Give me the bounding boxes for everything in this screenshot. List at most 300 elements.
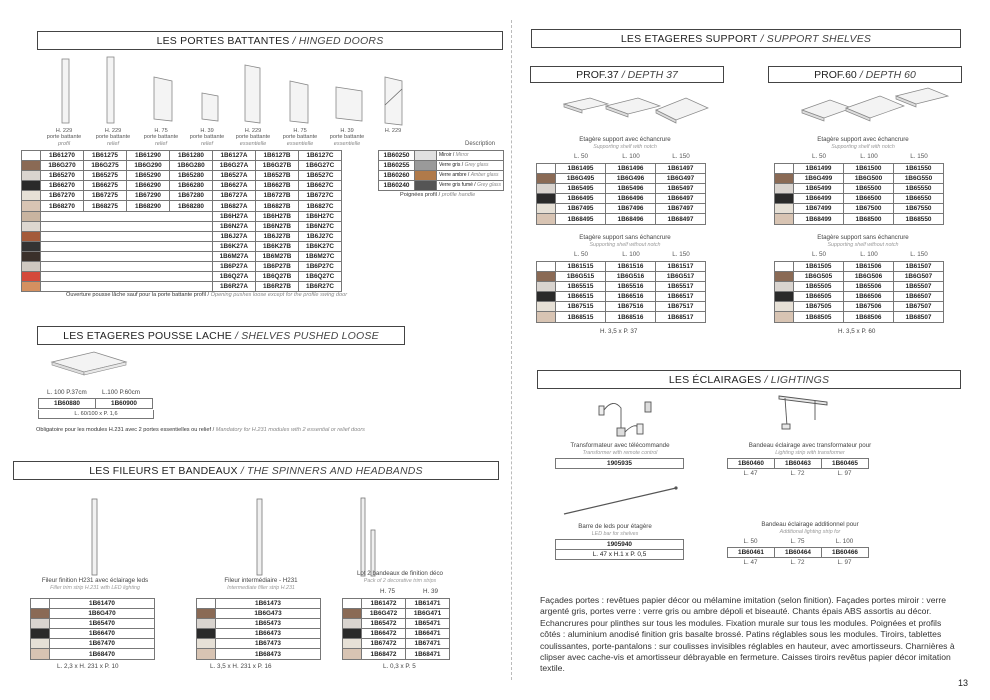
code-cell: 1B68516: [606, 312, 656, 322]
d60-plain-table: [774, 261, 944, 323]
table-row: [775, 312, 944, 322]
code-cell: 1B60466: [822, 548, 869, 558]
table-row: [22, 211, 342, 221]
code-cell: 1B6G500: [844, 174, 894, 184]
glass-description: Verre gris fumé / Grey glass: [437, 181, 504, 191]
table-row: [537, 312, 706, 322]
code-cell: 1B67290: [127, 191, 170, 201]
led-bar-size: L. 47 x H.1 x P. 0,5: [556, 550, 684, 560]
code-cell: 1B65506: [844, 282, 894, 292]
finish-swatch: [775, 214, 794, 224]
code-cell: 1B65473: [216, 619, 321, 629]
code-cell: 1B6G506: [844, 272, 894, 282]
code-cell: 1B6G27C: [299, 161, 342, 171]
code-cell: 1B66270: [41, 181, 84, 191]
code-cell: 1B65516: [606, 282, 656, 292]
code-cell: 1B67515: [556, 302, 606, 312]
finish-swatch: [775, 204, 794, 214]
table-row: [22, 171, 342, 181]
table-row: [379, 161, 504, 171]
filler-led-illustration: [86, 497, 106, 577]
code-cell: 1B6827B: [256, 201, 299, 211]
code-cell: 1B65275: [84, 171, 127, 181]
code-cell: 1B65471: [406, 619, 450, 629]
empty-cell: [41, 262, 213, 272]
code-cell: 1B68517: [656, 312, 706, 322]
filler-intermediate-table: [196, 598, 321, 660]
loose-dim-60: L.100 P.60cm: [102, 389, 141, 396]
d37-notch-lengths: L. 50 L. 100 L. 150: [573, 153, 690, 160]
code-cell: 1B6R27C: [299, 282, 342, 292]
code-cell: 1B61500: [844, 164, 894, 174]
code-cell: 1B68495: [556, 214, 606, 224]
table-row: [31, 649, 155, 659]
code-cell: 1B6527A: [213, 171, 256, 181]
code-cell: 1B6G499: [794, 174, 844, 184]
trim-strips-table: [342, 598, 450, 660]
loose-shelf-table: [38, 398, 153, 409]
table-row: [343, 629, 450, 639]
code-cell: 1B60464: [775, 548, 822, 558]
d37-size: H. 3,5 x P. 37: [600, 328, 638, 335]
led-bar-table: [555, 539, 684, 560]
finish-swatch: [343, 639, 362, 649]
code-cell: 1B67499: [794, 204, 844, 214]
section-header-support-shelves: LES ETAGERES SUPPORT / SUPPORT SHELVES: [531, 29, 961, 48]
loose-code-37: 1B60880: [39, 399, 96, 409]
hinged-door-illustrations: [40, 55, 410, 127]
code-cell: 1B61275: [84, 151, 127, 161]
table-row: [379, 181, 504, 191]
code-cell: 1B68280: [170, 201, 213, 211]
finish-swatch: [22, 282, 41, 292]
finish-swatch: [22, 262, 41, 272]
code-cell: 1B61505: [794, 262, 844, 272]
code-cell: 1B66517: [656, 292, 706, 302]
mirror-doors-code-table: [378, 150, 504, 191]
code-cell: 1B65550: [894, 184, 944, 194]
code-cell: 1B68473: [216, 649, 321, 659]
code-cell: 1B66280: [170, 181, 213, 191]
table-row: [537, 262, 706, 272]
code-cell: 1B6R27B: [256, 282, 299, 292]
section-header-spinners: LES FILEURS ET BANDEAUX / THE SPINNERS AND HEADBANDS: [13, 461, 499, 480]
strip-extra-table: [727, 547, 869, 558]
code-cell: 1B60460: [728, 459, 775, 469]
d60-plain-label: Etagère support sans échancrure Supporting shelf without notch: [817, 234, 909, 248]
table-row: [31, 619, 155, 629]
code-cell: 1B66290: [127, 181, 170, 191]
table-row: [22, 201, 342, 211]
code-cell: 1B67550: [894, 204, 944, 214]
code-cell: 1B67470: [50, 639, 155, 649]
glass-description: Verre ambre / Amber glass: [437, 171, 504, 181]
code-cell: 1B6G550: [894, 174, 944, 184]
finish-swatch: [343, 649, 362, 659]
table-row: [775, 292, 944, 302]
code-cell: 1B66275: [84, 181, 127, 191]
code-cell: 1B6N27A: [213, 221, 256, 231]
door-caption: H. 229 porte battante relief: [95, 128, 131, 147]
code-cell: 1B67516: [606, 302, 656, 312]
finish-swatch: [197, 639, 216, 649]
code-cell: 1B65500: [844, 184, 894, 194]
code-cell: 1B6N27C: [299, 221, 342, 231]
code-cell: 1B60255: [379, 161, 415, 171]
code-cell: 1B6Q27A: [213, 272, 256, 282]
filler-led-size: L. 2,3 x H. 231 x P. 10: [57, 663, 119, 670]
code-cell: 1B6K27A: [213, 241, 256, 251]
table-row: [775, 214, 944, 224]
finish-swatch: [775, 292, 794, 302]
code-cell: 1B61470: [50, 599, 155, 609]
code-cell: 1B65280: [170, 171, 213, 181]
code-cell: 1B61270: [41, 151, 84, 161]
code-cell: 1B6H27B: [256, 211, 299, 221]
code-cell: 1B61507: [894, 262, 944, 272]
code-cell: 1B67270: [41, 191, 84, 201]
table-row: [537, 282, 706, 292]
loose-size: L. 60/100 x P. 1,6: [38, 410, 154, 419]
transformer-label: Transformateur avec télécommande Transformer with remote control: [570, 442, 670, 456]
finish-swatch: [31, 599, 50, 609]
finish-swatch: [775, 184, 794, 194]
code-cell: 1B61550: [894, 164, 944, 174]
code-cell: 1B6M27B: [256, 251, 299, 261]
code-cell: 1B6G517: [656, 272, 706, 282]
table-row: [379, 171, 504, 181]
trim-height-75: H. 75: [380, 588, 396, 595]
code-cell: 1B6627A: [213, 181, 256, 191]
table-row: [775, 184, 944, 194]
finish-swatch: [537, 184, 556, 194]
table-row: [343, 619, 450, 629]
finish-swatch: [22, 151, 41, 161]
code-cell: 1B6R27A: [213, 282, 256, 292]
table-row: [775, 302, 944, 312]
code-cell: 1B67495: [556, 204, 606, 214]
table-row: [197, 609, 321, 619]
strip-transformer-lengths: L. 47 L. 72 L. 97: [743, 470, 852, 477]
code-cell: 1B6127A: [213, 151, 256, 161]
glass-swatch: [415, 151, 437, 161]
finish-swatch: [197, 599, 216, 609]
glass-swatch: [415, 181, 437, 191]
code-cell: 1B67517: [656, 302, 706, 312]
table-row: [343, 609, 450, 619]
section-header-lightings: LES ÉCLAIRAGES / LIGHTINGS: [537, 370, 961, 389]
table-row: [775, 194, 944, 204]
code-cell: 1B61517: [656, 262, 706, 272]
code-cell: 1B6G27B: [256, 161, 299, 171]
code-cell: 1B60240: [379, 181, 415, 191]
product-description-text: Façades portes : revêtues papier décor ou mélamine imitation (selon finition). Façades portes miroir : verre argenté gris, portes verre : verre gris ou ambre dépoli et biseauté. Chants épais ABS assortis au décor. Echancrures pour plinthes sur tous les modules. Fixation murale sur tous les modules. Poignées et profils côtés : aluminium anodisé finition gris basalte brossé. Patins réglables sous les modules. Tiroirs, tablettes coulissantes, porte-pantalons : sur coulisses invisibles réglables en hauteur, avec amortisseurs. Charnières à clipser avec cache-vis et amortisseur débrayable en fermeture. Caisses tiroirs revêtus papier décor imitation textile.: [540, 595, 955, 674]
code-cell: 1B66497: [656, 194, 706, 204]
code-cell: 1B6G495: [556, 174, 606, 184]
table-row: [31, 629, 155, 639]
code-cell: 1B66499: [794, 194, 844, 204]
finish-swatch: [537, 204, 556, 214]
code-cell: 1B68550: [894, 214, 944, 224]
code-cell: 1B68515: [556, 312, 606, 322]
code-cell: 1B66472: [362, 629, 406, 639]
table-row: [537, 302, 706, 312]
code-cell: 1B6H27C: [299, 211, 342, 221]
table-row: [197, 619, 321, 629]
finish-swatch: [31, 649, 50, 659]
finish-swatch: [197, 609, 216, 619]
table-row: [22, 191, 342, 201]
empty-cell: [41, 211, 213, 221]
code-cell: 1B68270: [41, 201, 84, 211]
empty-cell: [41, 251, 213, 261]
code-cell: 1B6727A: [213, 191, 256, 201]
code-cell: 1B68471: [406, 649, 450, 659]
finish-swatch: [22, 171, 41, 181]
door-caption: H. 229: [384, 128, 402, 134]
code-cell: 1B6727C: [299, 191, 342, 201]
code-cell: 1B6G270: [41, 161, 84, 171]
table-row: [22, 231, 342, 241]
d60-plain-lengths: L. 50 L. 100 L. 150: [811, 251, 928, 258]
finish-swatch: [537, 312, 556, 322]
code-cell: 1B66550: [894, 194, 944, 204]
table-row: [22, 221, 342, 231]
support-shelves-37-illustration: [560, 90, 710, 132]
door-caption: H. 39 porte battante essentielle: [329, 128, 365, 147]
table-row: [537, 194, 706, 204]
finish-swatch: [197, 629, 216, 639]
table-row: [31, 639, 155, 649]
code-cell: 1B68497: [656, 214, 706, 224]
door-caption: H. 75 porte battante essentielle: [282, 128, 318, 147]
code-cell: 1B6P27C: [299, 262, 342, 272]
finish-swatch: [343, 609, 362, 619]
code-cell: 1B6527C: [299, 171, 342, 181]
code-cell: 1B6G505: [794, 272, 844, 282]
loose-shelf-illustration: [50, 348, 130, 378]
strip-extra-heights: L. 50 L. 75 L. 100: [743, 538, 854, 545]
code-cell: 1B6P27B: [256, 262, 299, 272]
strip-transformer-table: [727, 458, 869, 469]
code-cell: 1B66471: [406, 629, 450, 639]
empty-cell: [41, 241, 213, 251]
code-cell: 1B6G515: [556, 272, 606, 282]
code-cell: 1B6627C: [299, 181, 342, 191]
transformer-illustration: [595, 392, 655, 440]
code-cell: 1B67497: [656, 204, 706, 214]
finish-swatch: [775, 302, 794, 312]
finish-swatch: [22, 272, 41, 282]
code-cell: 1B66507: [894, 292, 944, 302]
finish-swatch: [22, 161, 41, 171]
finish-swatch: [537, 282, 556, 292]
loose-dim-37: L. 100 P.37cm: [47, 389, 87, 396]
code-cell: 1B6127C: [299, 151, 342, 161]
code-cell: 1B6M27C: [299, 251, 342, 261]
table-row: [775, 272, 944, 282]
code-cell: 1B60260: [379, 171, 415, 181]
code-cell: 1B6G472: [362, 609, 406, 619]
table-row: [537, 184, 706, 194]
code-cell: 1B68290: [127, 201, 170, 211]
door-caption: H. 229 porte battante essentielle: [235, 128, 271, 147]
filler-intermediate-label: Fileur intermédiaire - H231 Intermediate filler strip H.231: [224, 577, 298, 591]
finish-swatch: [22, 191, 41, 201]
code-cell: 1B67472: [362, 639, 406, 649]
table-row: [775, 204, 944, 214]
code-cell: 1B67496: [606, 204, 656, 214]
finish-swatch: [22, 251, 41, 261]
code-cell: 1B6527B: [256, 171, 299, 181]
code-cell: 1B6G280: [170, 161, 213, 171]
finish-swatch: [31, 609, 50, 619]
d37-plain-label: Etagère support sans échancrure Supporting shelf without notch: [579, 234, 671, 248]
table-row: [22, 272, 342, 282]
finish-swatch: [343, 619, 362, 629]
code-cell: 1B61497: [656, 164, 706, 174]
table-row: [22, 282, 342, 292]
code-cell: 1B68500: [844, 214, 894, 224]
empty-cell: [41, 221, 213, 231]
table-row: [775, 164, 944, 174]
table-row: [197, 649, 321, 659]
page-divider: [511, 20, 512, 680]
strip-extra-lengths: L. 47 L. 72 L. 97: [743, 559, 852, 566]
handle-note: Poignées profil / profile handle: [400, 192, 476, 198]
code-cell: 1B61473: [216, 599, 321, 609]
finish-swatch: [22, 211, 41, 221]
table-row: [728, 548, 869, 558]
finish-swatch: [775, 282, 794, 292]
code-cell: 1B65290: [127, 171, 170, 181]
trim-strips-illustration: [355, 496, 395, 578]
empty-cell: [41, 231, 213, 241]
table-row: [537, 164, 706, 174]
table-row: [775, 262, 944, 272]
trim-height-39: H. 39: [423, 588, 439, 595]
finish-swatch: [775, 262, 794, 272]
code-cell: 1B68505: [794, 312, 844, 322]
code-cell: 1B67507: [894, 302, 944, 312]
code-cell: 1B6G516: [606, 272, 656, 282]
code-cell: 1B68472: [362, 649, 406, 659]
code-cell: 1B61496: [606, 164, 656, 174]
finish-swatch: [537, 214, 556, 224]
table-row: [197, 639, 321, 649]
page-number: 13: [957, 678, 968, 688]
code-cell: 1B6G507: [894, 272, 944, 282]
code-cell: 1B65270: [41, 171, 84, 181]
led-bar-code: 1905940: [556, 540, 684, 550]
finish-swatch: [22, 181, 41, 191]
finish-swatch: [775, 272, 794, 282]
code-cell: 1B66496: [606, 194, 656, 204]
code-cell: 1B68506: [844, 312, 894, 322]
code-cell: 1B66500: [844, 194, 894, 204]
code-cell: 1B68275: [84, 201, 127, 211]
led-bar-illustration: [560, 484, 680, 520]
code-cell: 1B65496: [606, 184, 656, 194]
finish-swatch: [343, 599, 362, 609]
code-cell: 1B6Q27C: [299, 272, 342, 282]
code-cell: 1B6J27C: [299, 231, 342, 241]
code-cell: 1B60463: [775, 459, 822, 469]
filler-intermediate-illustration: [250, 497, 270, 577]
code-cell: 1B68496: [606, 214, 656, 224]
table-row: [537, 214, 706, 224]
finish-swatch: [197, 649, 216, 659]
code-cell: 1B66473: [216, 629, 321, 639]
table-row: [31, 609, 155, 619]
filler-led-label: Fileur finition H231 avec éclairage leds Filler trim strip H.231 with LED lighting: [41, 577, 149, 591]
finish-swatch: [537, 164, 556, 174]
table-row: [31, 599, 155, 609]
code-cell: 1B61280: [170, 151, 213, 161]
code-cell: 1B6Q27B: [256, 272, 299, 282]
code-cell: 1B67471: [406, 639, 450, 649]
code-cell: 1B6P27A: [213, 262, 256, 272]
code-cell: 1B61472: [362, 599, 406, 609]
code-cell: 1B60461: [728, 548, 775, 558]
table-row: [22, 241, 342, 251]
code-cell: 1B66470: [50, 629, 155, 639]
section-header-loose-shelves: LES ETAGERES POUSSE LACHE / SHELVES PUSHED LOOSE: [37, 326, 405, 345]
code-cell: 1B6J27A: [213, 231, 256, 241]
code-cell: 1B60250: [379, 151, 415, 161]
code-cell: 1B61495: [556, 164, 606, 174]
code-cell: 1B68507: [894, 312, 944, 322]
glass-description: Verre gris / Grey glass: [437, 161, 504, 171]
d60-notch-table: [774, 163, 944, 225]
code-cell: 1B65470: [50, 619, 155, 629]
code-cell: 1B6G275: [84, 161, 127, 171]
table-row: [537, 292, 706, 302]
table-row: [22, 151, 342, 161]
code-cell: 1B6M27A: [213, 251, 256, 261]
door-caption: H. 229 porte battante profil: [46, 128, 82, 147]
door-caption: H. 39 porte battante relief: [189, 128, 225, 147]
led-bar-label: Barre de leds pour étagère LED bar for shelves: [578, 523, 652, 537]
code-cell: 1B66506: [844, 292, 894, 302]
strip-transformer-label: Bandeau éclairage avec transformateur pour Lighting strip with transformer: [748, 442, 872, 456]
finish-swatch: [22, 221, 41, 231]
description-label: Description: [464, 141, 495, 147]
code-cell: 1B67505: [794, 302, 844, 312]
code-cell: 1B65497: [656, 184, 706, 194]
table-row: [197, 599, 321, 609]
code-cell: 1B61290: [127, 151, 170, 161]
trim-strips-label: Lot 2 bandeaux de finition déco Pack of 2 decorative trim strips: [356, 570, 443, 584]
code-cell: 1B65515: [556, 282, 606, 292]
loose-note: Obligatoire pour les modules H.231 avec 2 portes essentielles ou relief / Mandatory for H.231 modules with 2 essential or relief doors: [36, 427, 365, 433]
code-cell: 1B67473: [216, 639, 321, 649]
finish-swatch: [31, 619, 50, 629]
code-cell: 1B68470: [50, 649, 155, 659]
finish-swatch: [197, 619, 216, 629]
table-row: [22, 251, 342, 261]
d60-size: H. 3,5 x P. 60: [838, 328, 876, 335]
table-row: [775, 174, 944, 184]
code-cell: 1B65507: [894, 282, 944, 292]
subheader-depth-60: PROF.60 / DEPTH 60: [768, 66, 962, 83]
finish-swatch: [775, 164, 794, 174]
glass-description: Miroir / Mirror: [437, 151, 504, 161]
empty-cell: [41, 272, 213, 282]
code-cell: 1B6627B: [256, 181, 299, 191]
table-row: [537, 174, 706, 184]
subheader-depth-37: PROF.37 / DEPTH 37: [530, 66, 724, 83]
